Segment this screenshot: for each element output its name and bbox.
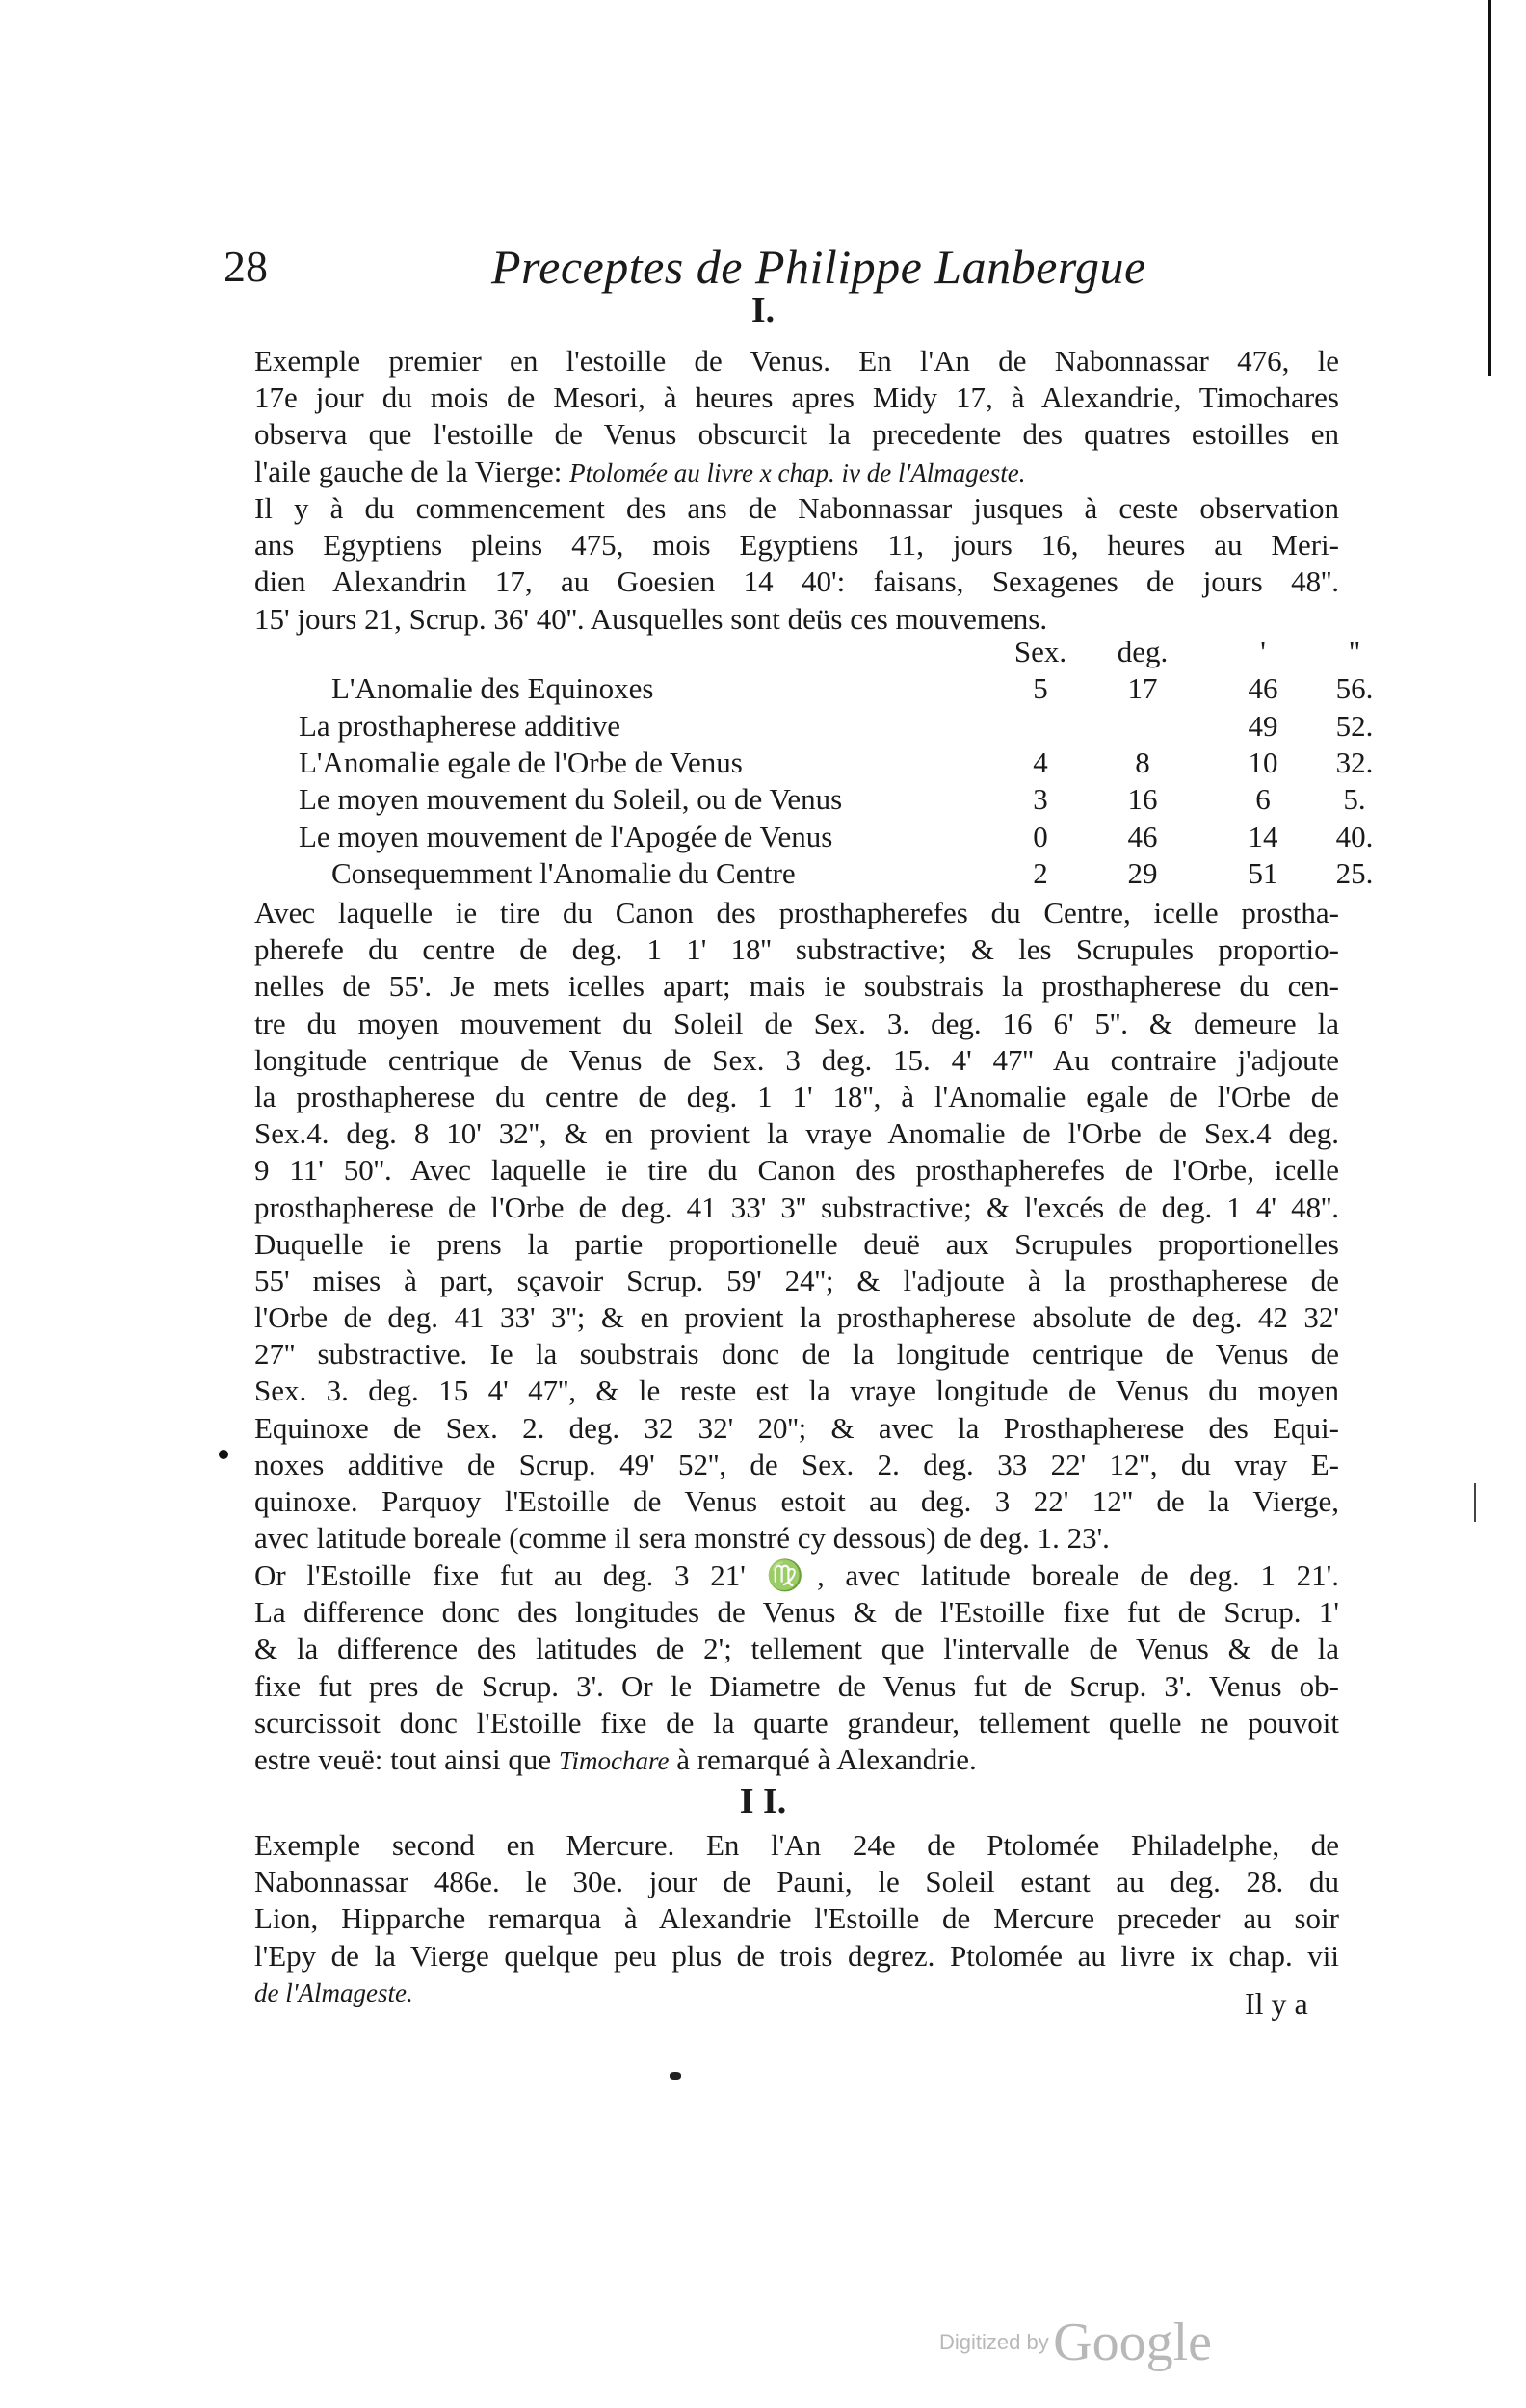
- table-cell: 46: [1127, 819, 1158, 853]
- text-line: longitude centrique de Venus de Sex. 3 deg. 15. 4' 47'' Au contraire j'adjoute: [254, 1042, 1339, 1077]
- text-line: Sex.4. deg. 8 10' 32'', & en provient la vraye Anomalie de l'Orbe de Sex.4 deg.: [254, 1116, 1339, 1151]
- paragraph-2: [254, 490, 1339, 638]
- text-line: Sex. 3. deg. 15 4' 47'', & le reste est la vraye longitude de Venus du moyen: [254, 1374, 1339, 1408]
- motion-table: [254, 634, 1393, 892]
- text-line: tre du moyen mouvement du Soleil de Sex. 3. deg. 16 6' 5''. & demeure la: [254, 1006, 1339, 1040]
- table-cell: 51: [1248, 856, 1278, 891]
- table-row: [254, 819, 1393, 855]
- text-line: 17e jour du mois de Mesori, à heures apres Midy 17, à Alexandrie, Timochares: [254, 380, 1339, 415]
- table-header-cell: ': [1260, 635, 1266, 668]
- text-line: Avec laquelle ie tire du Canon des prosthapherefes du Centre, icelle prostha-: [254, 896, 1339, 929]
- table-cell: 32.: [1335, 745, 1374, 779]
- text-line: 55' mises à part, sçavoir Scrup. 59' 24''; & l'adjoute à la prosthapherese de: [254, 1263, 1339, 1297]
- table-header-cell: [254, 634, 1006, 670]
- table-cell: L'Anomalie egale de l'Orbe de Venus: [299, 745, 743, 779]
- text-line: noxes additive de Scrup. 49' 52'', de Sex. 2. deg. 33 22' 12'', du vray E-: [254, 1447, 1339, 1481]
- paragraph-5: [254, 1827, 1339, 2011]
- ink-mark: [670, 2072, 681, 2080]
- table-cell: 3: [1033, 782, 1048, 817]
- table-header-cell: '': [1349, 635, 1360, 668]
- table-row: [254, 670, 1393, 707]
- table-row: [254, 855, 1393, 892]
- table-cell: 56.: [1335, 671, 1374, 706]
- section-heading-2: I I.: [739, 1781, 787, 1821]
- reference-citation: Ptolomée au livre x chap. iv de l'Almageste.: [569, 458, 1026, 487]
- text-line: nelles de 55'. Je mets icelles apart; mais ie soubstrais la prosthapherese du cen-: [254, 969, 1339, 1004]
- table-cell: 16: [1127, 782, 1158, 817]
- paragraph-3: [254, 895, 1339, 1557]
- text-line: pherefe du centre de deg. 1 1' 18'' substractive; & les Scrupules proportio-: [254, 932, 1339, 967]
- text-line: & la difference des latitudes de 2'; tellement que l'intervalle de Venus & de la: [254, 1632, 1339, 1666]
- text-fragment: l'aile gauche de la Vierge:: [254, 454, 563, 488]
- text-line: Exemple second en Mercure. En l'An 24e de Ptolomée Philadelphe, de: [254, 1828, 1339, 1862]
- table-cell: 46: [1248, 671, 1278, 706]
- text-line: l'Orbe de deg. 41 33' 3''; & en provient la prosthapherese absolute de deg. 42 32': [254, 1300, 1339, 1335]
- person-name: Timochare: [558, 1745, 670, 1775]
- reference-citation: de l'Almageste.: [254, 1977, 413, 2007]
- watermark-prefix: Digitized by: [939, 2330, 1049, 2354]
- scan-edge-mark: [1474, 1483, 1476, 1522]
- table-row: [254, 707, 1393, 744]
- paragraph-1: [254, 343, 1339, 490]
- table-cell: L'Anomalie des Equinoxes: [331, 671, 654, 706]
- table-cell: 5: [1033, 671, 1048, 706]
- table-cell: 52.: [1335, 708, 1374, 743]
- text-line: observa que l'estoille de Venus obscurcit la precedente des quatres estoilles en: [254, 417, 1339, 452]
- table-cell: 49: [1248, 708, 1278, 743]
- table-header-row: [254, 634, 1393, 670]
- text-line: 27'' substractive. Ie la soubstrais donc de la longitude centrique de Venus de: [254, 1337, 1339, 1372]
- text-line: 15' jours 21, Scrup. 36' 40''. Ausquelles sont deüs ces mouvemens.: [254, 601, 1048, 636]
- table-cell: [1006, 707, 1075, 744]
- text-line: La difference donc des longitudes de Venus & de l'Estoille fixe fut de Scrup. 1': [254, 1595, 1339, 1630]
- table-cell: La prosthapherese additive: [299, 708, 620, 743]
- table-cell: Consequemment l'Anomalie du Centre: [331, 856, 796, 891]
- table-cell: 6: [1255, 782, 1271, 817]
- text-fragment: estre veuë: tout ainsi que: [254, 1741, 552, 1776]
- text-fragment: à remarqué à Alexandrie.: [676, 1741, 977, 1776]
- text-line: Il y à du commencement des ans de Nabonnassar jusques à ceste observation: [254, 491, 1339, 525]
- text-line: fixe fut pres de Scrup. 3'. Or le Diametre de Venus fut de Scrup. 3'. Venus ob-: [254, 1668, 1339, 1703]
- text-line: scurcissoit donc l'Estoille fixe de la quarte grandeur, tellement quelle ne pouvoit: [254, 1705, 1339, 1740]
- table-cell: 17: [1127, 671, 1158, 706]
- text-line: Lion, Hipparche remarqua à Alexandrie l'Estoille de Mercure preceder au soir: [254, 1901, 1339, 1936]
- section-heading-1: I.: [750, 290, 776, 330]
- text-line: dien Alexandrin 17, au Goesien 14 40': faisans, Sexagenes de jours 48''.: [254, 564, 1339, 599]
- table-cell: 40.: [1335, 819, 1374, 853]
- table-cell: 14: [1248, 819, 1278, 853]
- table-cell: 2: [1033, 856, 1048, 891]
- table-cell: [1075, 707, 1210, 744]
- table-header-cell: Sex.: [1013, 635, 1067, 668]
- text-line: prosthapherese de l'Orbe de deg. 41 33' 3'' substractive; & l'excés de deg. 1 4' 48''.: [254, 1190, 1339, 1224]
- table-row: [254, 781, 1393, 818]
- paragraph-4: [254, 1557, 1339, 1778]
- text-line: Equinoxe de Sex. 2. deg. 32 32' 20''; & avec la Prosthapherese des Equi-: [254, 1410, 1339, 1445]
- text-line: [254, 454, 1339, 490]
- text-line: avec latitude boreale (comme il sera monstré cy dessous) de deg. 1. 23'.: [254, 1521, 1110, 1556]
- text-line: 9 11' 50''. Avec laquelle ie tire du Canon des prosthapherefes de l'Orbe, icelle: [254, 1153, 1339, 1188]
- table-cell: Le moyen mouvement de l'Apogée de Venus: [299, 819, 833, 853]
- table-header-cell: deg.: [1117, 635, 1169, 668]
- table-cell: 8: [1135, 745, 1150, 779]
- running-title: Preceptes de Philippe Lanbergue: [491, 240, 1146, 294]
- table-cell: 5.: [1343, 782, 1366, 817]
- text-line: Duquelle ie prens la partie proportionelle deuë aux Scrupules proportionelles: [254, 1226, 1339, 1261]
- text-line: ans Egyptiens pleins 475, mois Egyptiens 11, jours 16, heures au Meri-: [254, 528, 1339, 563]
- table-cell: Le moyen mouvement du Soleil, ou de Venus: [299, 782, 843, 817]
- table-cell: 29: [1127, 856, 1158, 891]
- table-row: [254, 745, 1393, 781]
- catchword: Il y a: [1245, 1986, 1308, 2021]
- text-line: quinoxe. Parquoy l'Estoille de Venus estoit au deg. 3 22' 12'' de la Vierge,: [254, 1484, 1339, 1518]
- page-number: 28: [224, 242, 268, 291]
- table-cell: 25.: [1335, 856, 1374, 891]
- text-line: Nabonnassar 486e. le 30e. jour de Pauni, le Soleil estant au deg. 28. du: [254, 1865, 1339, 1899]
- text-line: [254, 1741, 1339, 1778]
- text-line: l'Epy de la Vierge quelque peu plus de trois degrez. Ptolomée au livre ix chap. vii: [254, 1938, 1339, 1973]
- google-logo: Google: [1053, 2313, 1213, 2372]
- table-cell: 0: [1033, 819, 1048, 853]
- text-line: Or l'Estoille fixe fut au deg. 3 21' ♍, avec latitude boreale de deg. 1 21'.: [254, 1558, 1339, 1592]
- margin-bullet: [219, 1450, 228, 1459]
- table-cell: 10: [1248, 745, 1278, 779]
- table-cell: 4: [1033, 745, 1048, 779]
- digitized-watermark: [939, 2312, 1212, 2373]
- text-line: Exemple premier en l'estoille de Venus. En l'An de Nabonnassar 476, le: [254, 344, 1339, 378]
- text-line: la prosthapherese du centre de deg. 1 1' 18'', à l'Anomalie egale de l'Orbe de: [254, 1079, 1339, 1113]
